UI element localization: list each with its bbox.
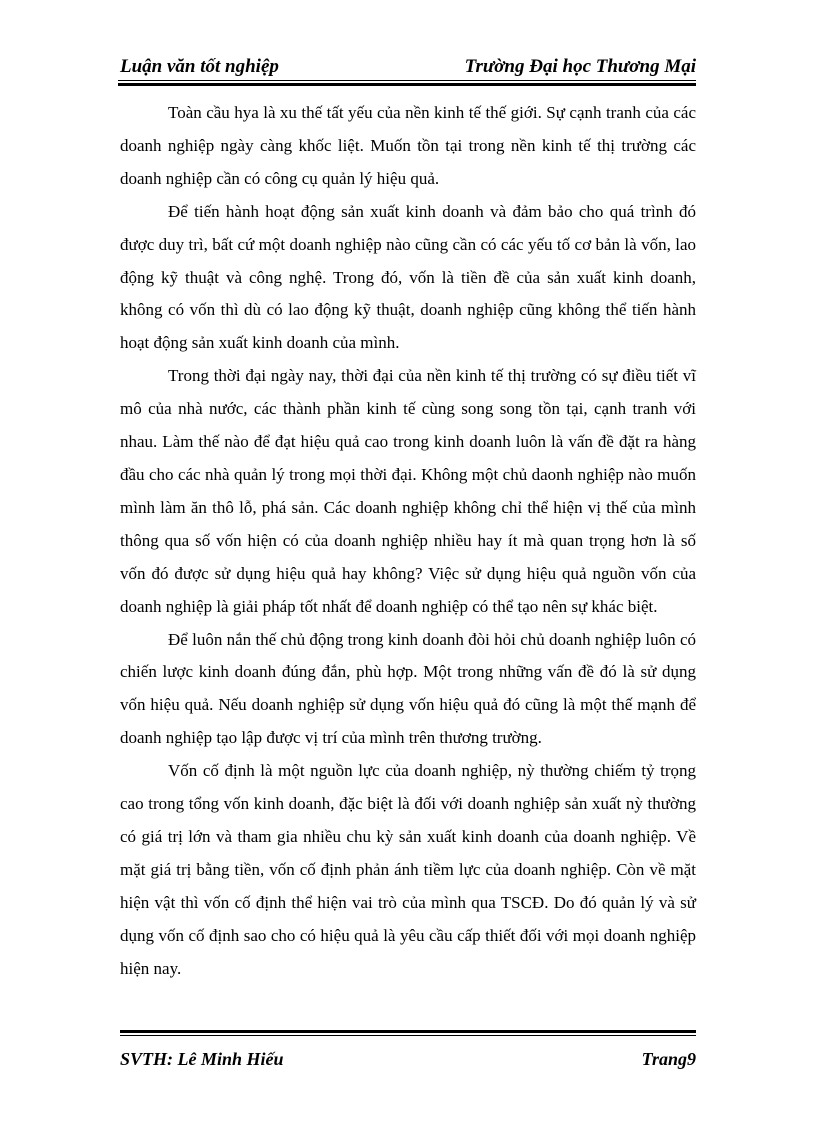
document-body <box>120 97 696 985</box>
paragraph-3: Trong thời đại ngày nay, thời đại của nền kinh tế thị trường có sự điều tiết vĩ mô của nhà nước, các thành phần kinh tế cùng song song tồn tại, cạnh tranh với nhau. Làm thế nào để đạt hiệu quả cao trong kinh doanh luôn là vấn đề đặt ra hàng đầu cho các nhà quản lý trong mọi thời đại. Không một chủ daonh nghiệp nào muốn mình làm ăn thô lỗ, phá sản. Các doanh nghiệp không chỉ thể hiện vị thế của mình thông qua số vốn hiện có của doanh nghiệp nhiều hay ít mà quan trọng hơn là số vốn đó được sử dụng hiệu quả hay không? Việc sử dụng hiệu quả nguồn vốn của doanh nghiệp là giải pháp tốt nhất để doanh nghiệp có thể tạo nên sự khác biệt. <box>120 366 696 616</box>
header-divider <box>118 80 696 86</box>
footer-page-number: Trang9 <box>641 1048 696 1069</box>
paragraph-2: Để tiến hành hoạt động sản xuất kinh doanh và đảm bảo cho quá trình đó được duy trì, bất cứ một doanh nghiệp nào cũng cần có các yếu tố cơ bản là vốn, lao động kỹ thuật và công nghệ. Trong đó, vốn là tiền đề của sản xuất kinh doanh, không có vốn thì dù có lao động kỹ thuật, doanh nghiệp cũng không thể tiến hành hoạt động sản xuất kinh doanh của mình. <box>120 201 696 353</box>
paragraph-4: Để luôn nắn thế chủ động trong kinh doanh đòi hỏi chủ doanh nghiệp luôn có chiến lược kinh doanh đúng đắn, phù hợp. Một trong những vấn đề đó là sử dụng vốn hiệu quả. Nếu doanh nghiệp sử dụng vốn hiệu quả đó cũng là một thế mạnh để doanh nghiệp tạo lập được vị trí của mình trên thương trường. <box>120 629 696 748</box>
footer-student-name: SVTH: Lê Minh Hiếu <box>120 1048 284 1069</box>
page-header <box>120 52 696 78</box>
paragraph-5: Vốn cố định là một nguồn lực của doanh nghiệp, nỳ thường chiếm tỷ trọng cao trong tổng vốn kinh doanh, đặc biệt là đối với doanh nghiệp sản xuất nỳ thường có giá trị lớn và tham gia nhiều chu kỳ sản xuất kinh doanh của doanh nghiệp. Về mặt giá trị bằng tiền, vốn cố định phản ánh tiềm lực của doanh nghiệp. Còn về mặt hiện vật thì vốn cố định thể hiện vai trò của mình qua TSCĐ. Do đó quản lý và sử dụng vốn cố định sao cho có hiệu quả là yêu cầu cấp thiết đối với mọi doanh nghiệp hiện nay. <box>120 761 696 978</box>
footer-divider <box>120 1030 696 1036</box>
page-footer <box>120 1046 696 1072</box>
paragraph-1: Toàn cầu hya là xu thế tất yếu của nền kinh tế thế giới. Sự cạnh tranh của các doanh nghiệp ngày càng khốc liệt. Muốn tồn tại trong nền kinh tế thị trường các doanh nghiệp cần có công cụ quản lý hiệu quả. <box>120 103 696 188</box>
header-thesis-title: Luận văn tốt nghiệp <box>120 56 279 77</box>
header-university-name: Trường Đại học Thương Mại <box>464 56 696 77</box>
